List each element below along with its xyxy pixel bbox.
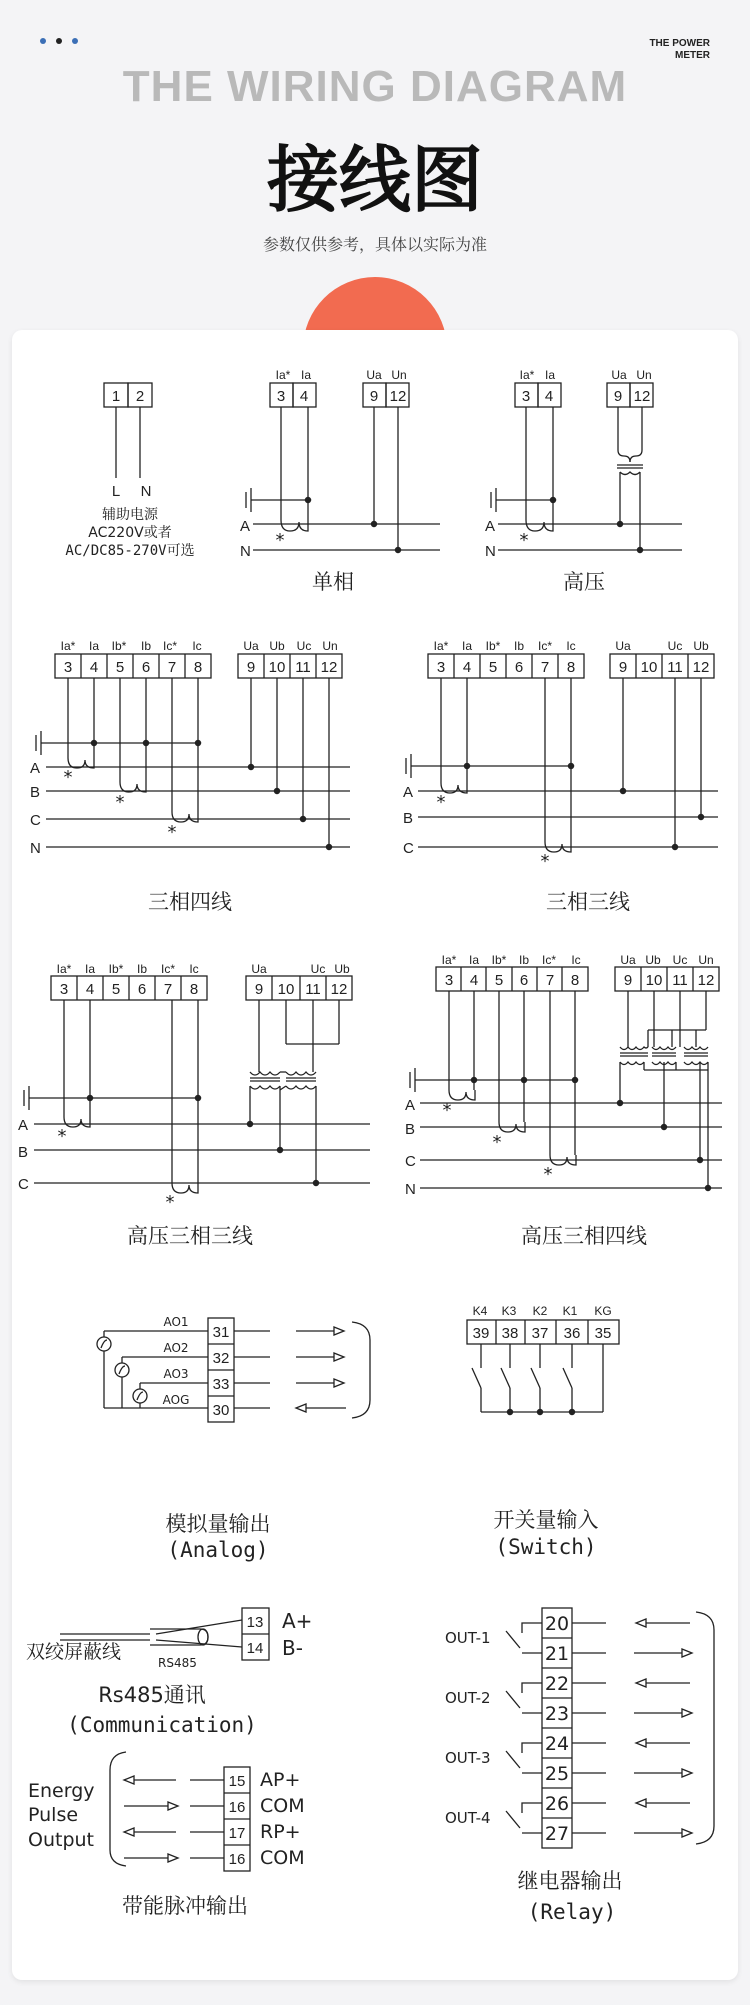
tp3-star-c: * [540, 851, 550, 872]
hv4-t11: 11 [672, 972, 688, 989]
ao-label-ao3: AO3 [163, 1367, 189, 1381]
tp3-t9: 9 [618, 659, 628, 676]
single-phase-diagram [240, 368, 440, 594]
hv3-h8: Ub [334, 962, 350, 976]
tp3-h1: Ia [461, 639, 473, 653]
relay-t27: 27 [544, 1823, 570, 1845]
sw-t37: 37 [531, 1325, 549, 1342]
hv4-h0: Ia* [441, 953, 457, 967]
sp-caption: 单相 [312, 570, 354, 594]
hvs-terminal-3: 3 [521, 388, 531, 405]
hv4-h6: Ua [620, 953, 636, 967]
relay-t20: 20 [544, 1613, 570, 1635]
tp4-h0: Ia* [60, 639, 76, 653]
pulse-output-diagram [28, 1752, 305, 1918]
pulse-label-1: Energy [28, 1780, 95, 1802]
relay-caption-cn: 继电器输出 [517, 1869, 623, 1893]
tp3-t4: 4 [462, 659, 472, 676]
sw-t36: 36 [563, 1325, 581, 1342]
hv3-caption: 高压三相三线 [127, 1224, 253, 1248]
tp4-t9: 9 [246, 659, 256, 676]
relay-out-2: OUT-2 [445, 1689, 491, 1707]
relay-t21: 21 [544, 1643, 570, 1665]
sp-label-n: N [240, 543, 251, 560]
rs-t14: 14 [246, 1640, 264, 1657]
hv-three-phase-three-wire-diagram [18, 962, 370, 1248]
tp4-star-c: * [167, 822, 177, 843]
ao-caption-en: (Analog) [167, 1538, 269, 1562]
relay-output-diagram [445, 1608, 714, 1924]
pulse-label-3: Output [28, 1829, 94, 1851]
hv3-t10: 10 [277, 981, 295, 998]
tp4-t11: 11 [295, 659, 311, 676]
sp-header-un: Un [391, 368, 407, 382]
sw-t39: 39 [472, 1325, 490, 1342]
hv3-label-b: B [18, 1144, 29, 1161]
hv4-caption: 高压三相四线 [521, 1224, 647, 1248]
hv3-t4: 4 [85, 981, 95, 998]
tp4-t5: 5 [115, 659, 125, 676]
ao-t32: 32 [212, 1350, 230, 1367]
hv-three-phase-four-wire-diagram [405, 953, 722, 1248]
relay-t22: 22 [544, 1673, 570, 1695]
hv4-t10: 10 [645, 972, 663, 989]
hv4-t8: 8 [570, 972, 580, 989]
rs-signal-b: B- [282, 1636, 303, 1660]
relay-out-4: OUT-4 [445, 1809, 491, 1827]
hvs-terminal-4: 4 [544, 388, 554, 405]
tp4-label-a: A [30, 760, 41, 777]
tp4-h2: Ib* [111, 639, 127, 653]
tp4-star-b: * [115, 792, 125, 813]
hvs-terminal-12: 12 [633, 388, 651, 405]
hv4-h2: Ib* [491, 953, 507, 967]
tp3-h6: Ua [615, 639, 631, 653]
tp3-star-a: * [436, 792, 446, 813]
rs-rs485-label: RS485 [158, 1656, 197, 1670]
hv3-h3: Ib [136, 962, 148, 976]
rs485-diagram [26, 1608, 312, 1737]
relay-t25: 25 [544, 1763, 570, 1785]
sp-terminal-9: 9 [369, 388, 379, 405]
tp3-h8: Ub [693, 639, 709, 653]
hvs-star: * [519, 530, 529, 551]
sw-t35: 35 [594, 1325, 612, 1342]
aux-terminal-2: 2 [135, 388, 145, 405]
three-phase-four-wire-diagram [30, 639, 350, 914]
tp3-h4: Ic* [537, 639, 553, 653]
tp4-t6: 6 [141, 659, 151, 676]
aux-line-l: L [111, 483, 121, 500]
hv4-h5: Ic [571, 953, 581, 967]
pulse-t16a: 16 [228, 1799, 246, 1816]
tp3-t10: 10 [640, 659, 658, 676]
hv3-t6: 6 [137, 981, 147, 998]
hv3-label-c: C [18, 1176, 29, 1193]
relay-out-3: OUT-3 [445, 1749, 491, 1767]
tp3-t6: 6 [514, 659, 524, 676]
hvs-label-n: N [485, 543, 496, 560]
tp3-h3: Ib [513, 639, 525, 653]
hv-single-phase-diagram [485, 368, 682, 594]
tp4-label-c: C [30, 812, 41, 829]
sp-header-ua: Ua [366, 368, 382, 382]
tp3-caption: 三相三线 [546, 890, 630, 914]
hv4-label-n: N [405, 1181, 416, 1198]
pulse-signal-com2: COM [260, 1847, 305, 1869]
rs-cable-label: 双绞屏蔽线 [26, 1641, 122, 1663]
hv4-t4: 4 [469, 972, 479, 989]
hv3-h5: Ic [189, 962, 199, 976]
relay-caption-en: (Relay) [527, 1900, 617, 1924]
sp-terminal-3: 3 [276, 388, 286, 405]
sp-header-ia: Ia [300, 368, 312, 382]
sw-h-k1: K1 [562, 1304, 578, 1318]
hv4-t6: 6 [519, 972, 529, 989]
tp3-t12: 12 [692, 659, 710, 676]
hv4-h9: Un [698, 953, 714, 967]
relay-t23: 23 [544, 1703, 570, 1725]
hv4-star-a: * [442, 1100, 452, 1121]
hv4-t5: 5 [494, 972, 504, 989]
aux-desc-2: AC220V或者 [88, 525, 172, 541]
tp4-caption: 三相四线 [148, 890, 232, 914]
tp4-t3: 3 [63, 659, 73, 676]
tp4-h4: Ic* [162, 639, 178, 653]
sw-h-k2: K2 [532, 1304, 548, 1318]
hvs-header-ia: Ia [544, 368, 556, 382]
ao-t31: 31 [212, 1324, 230, 1341]
rs-caption-cn: Rs485通讯 [98, 1683, 206, 1707]
hv4-h1: Ia [468, 953, 480, 967]
tp4-label-b: B [30, 784, 41, 801]
tp3-label-a: A [403, 784, 414, 801]
hv4-label-a: A [405, 1097, 416, 1114]
pulse-signal-com1: COM [260, 1795, 305, 1817]
relay-t26: 26 [544, 1793, 570, 1815]
tp4-h6: Ua [243, 639, 259, 653]
ao-label-ao1: AO1 [163, 1315, 189, 1329]
tp3-t5: 5 [488, 659, 498, 676]
hv3-h6: Ua [251, 962, 267, 976]
tp3-t8: 8 [566, 659, 576, 676]
tp3-label-b: B [403, 810, 414, 827]
tp3-label-c: C [403, 840, 414, 857]
tp3-h2: Ib* [485, 639, 501, 653]
hv3-t7: 7 [163, 981, 173, 998]
tp4-label-n: N [30, 840, 41, 857]
hvs-header-ua: Ua [611, 368, 627, 382]
hv4-label-c: C [405, 1153, 416, 1170]
title-english: THE WIRING DIAGRAM [122, 62, 628, 111]
hv3-h2: Ib* [108, 962, 124, 976]
pulse-signal-ap: AP+ [260, 1769, 301, 1791]
hvs-header-ia-star: Ia* [519, 368, 535, 382]
tp4-star-a: * [63, 767, 73, 788]
ao-t33: 33 [212, 1376, 230, 1393]
aux-power-diagram [65, 383, 194, 559]
sw-caption-en: (Switch) [495, 1535, 597, 1559]
tp4-h7: Ub [269, 639, 285, 653]
tp4-t7: 7 [167, 659, 177, 676]
hv4-h4: Ic* [541, 953, 557, 967]
hv3-t3: 3 [59, 981, 69, 998]
tp4-h8: Uc [296, 639, 312, 653]
tp3-t11: 11 [667, 659, 683, 676]
rs-t13: 13 [246, 1614, 264, 1631]
aux-terminal-1: 1 [111, 388, 121, 405]
tp4-t10: 10 [268, 659, 286, 676]
tp3-h0: Ia* [433, 639, 449, 653]
sw-caption-cn: 开关量输入 [493, 1508, 599, 1532]
hv4-star-b: * [492, 1132, 502, 1153]
hvs-caption: 高压 [563, 570, 605, 594]
sp-terminal-12: 12 [389, 388, 407, 405]
tp4-h1: Ia [88, 639, 100, 653]
hv4-label-b: B [405, 1121, 416, 1138]
hv4-t9: 9 [623, 972, 633, 989]
hv4-star-c: * [543, 1164, 553, 1185]
hv3-h0: Ia* [56, 962, 72, 976]
aux-line-n: N [140, 483, 152, 500]
hv3-t5: 5 [111, 981, 121, 998]
rs-caption-en: (Communication) [67, 1713, 257, 1737]
relay-t24: 24 [544, 1733, 570, 1755]
hv4-h3: Ib [518, 953, 530, 967]
hv3-h4: Ic* [160, 962, 176, 976]
tp4-t8: 8 [193, 659, 203, 676]
pulse-signal-rp: RP+ [260, 1821, 301, 1843]
hv4-t7: 7 [545, 972, 555, 989]
hv3-h1: Ia [84, 962, 96, 976]
aux-desc-1: 辅助电源 [102, 507, 158, 523]
tp3-t3: 3 [436, 659, 446, 676]
hv4-h8: Uc [672, 953, 688, 967]
tp4-h9: Un [322, 639, 338, 653]
pulse-t15: 15 [228, 1773, 246, 1790]
sp-label-a: A [240, 518, 251, 535]
pulse-caption: 带能脉冲输出 [122, 1894, 248, 1918]
sw-t38: 38 [501, 1325, 519, 1342]
three-phase-three-wire-diagram [403, 639, 718, 914]
tp4-h5: Ic [192, 639, 202, 653]
sw-h-k3: K3 [501, 1304, 517, 1318]
brand-line-1: THE POWER [649, 38, 710, 49]
hv4-t3: 3 [444, 972, 454, 989]
sp-header-ia-star: Ia* [275, 368, 291, 382]
ao-caption-cn: 模拟量输出 [165, 1512, 271, 1536]
tp3-h7: Uc [667, 639, 683, 653]
aux-desc-3: AC/DC85-270V可选 [65, 543, 195, 559]
sp-terminal-4: 4 [299, 388, 309, 405]
rs-signal-a: A+ [282, 1609, 313, 1633]
hv3-label-a: A [18, 1117, 29, 1134]
hv4-t12: 12 [697, 972, 715, 989]
hv3-t8: 8 [189, 981, 199, 998]
subtitle: 参数仅供参考，具体以实际为准 [262, 235, 487, 254]
sp-star: * [275, 530, 285, 551]
title-chinese: 接线图 [266, 138, 483, 222]
hv3-t11: 11 [305, 981, 321, 998]
sw-h-k4: K4 [472, 1304, 488, 1318]
hvs-label-a: A [485, 518, 496, 535]
pulse-label-2: Pulse [28, 1804, 79, 1826]
pulse-t17: 17 [228, 1825, 246, 1842]
ao-label-aog: AOG [162, 1393, 190, 1407]
switch-input-diagram [467, 1304, 619, 1559]
tp3-t7: 7 [540, 659, 550, 676]
hv3-star-c: * [165, 1192, 175, 1213]
hv3-t12: 12 [330, 981, 348, 998]
tp4-t12: 12 [320, 659, 338, 676]
hv4-h7: Ub [645, 953, 661, 967]
pulse-t16b: 16 [228, 1851, 246, 1868]
tp3-h5: Ic [566, 639, 576, 653]
hvs-terminal-9: 9 [613, 388, 623, 405]
tp4-t4: 4 [89, 659, 99, 676]
relay-out-1: OUT-1 [445, 1629, 491, 1647]
hv3-h7: Uc [310, 962, 326, 976]
tp4-h3: Ib [140, 639, 152, 653]
hv3-t9: 9 [254, 981, 264, 998]
ao-t30: 30 [212, 1402, 230, 1419]
sw-h-kg: KG [594, 1304, 612, 1318]
ao-label-ao2: AO2 [163, 1341, 189, 1355]
analog-output-diagram [97, 1315, 370, 1562]
hv3-star-a: * [57, 1126, 67, 1147]
brand-line-2: METER [675, 50, 710, 61]
hvs-header-un: Un [636, 368, 652, 382]
